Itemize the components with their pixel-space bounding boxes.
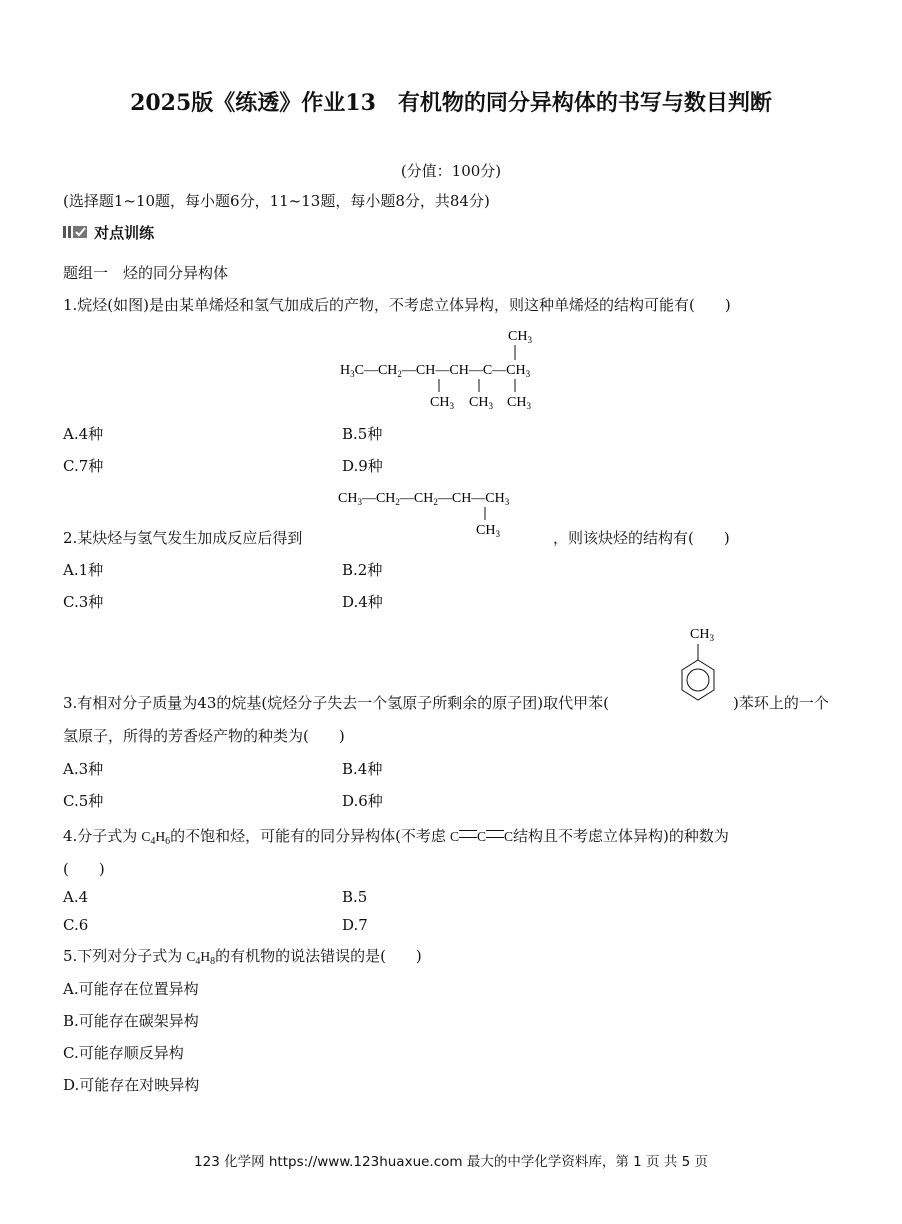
q4-text-a: 4.分子式为 [63,827,138,845]
section-header [63,222,154,243]
q1-branch-2: $CH_3$ [469,395,493,411]
q3-option-d: D.6种 [342,792,383,810]
q2-option-a: A.1种 [63,561,104,579]
question-2-text-b: ，则该炔烃的结构有( ) [553,529,730,547]
q4-option-d: D.7 [342,916,368,934]
q5-text-b: 的有机物的说法错误的是( ) [215,947,422,965]
q5-option-c: C.可能存顺反异构 [63,1044,184,1062]
q2-option-d: D.4种 [342,593,383,611]
page-title: 2025版《练透》作业13 有机物的同分异构体的书写与数目判断 [130,90,772,116]
question-1-text: 1.烷烃(如图)是由某单烯烃和氢气加成后的产物，不考虑立体异构，则这种单烯烃的结构可能有( ) [63,296,731,314]
q2-main-chain: $CH_3—CH_2—CH_2—CH—CH_3$ [338,491,510,507]
q5-option-b: B.可能存在碳架异构 [63,1012,199,1030]
instructions: (选择题1~10题，每小题6分，11~13题，每小题8分，共84分) [63,192,490,210]
q1-alkane-structure [335,322,575,414]
question-3-text-c: 氢原子，所得的芳香烃产物的种类为( ) [63,727,345,745]
q1-option-c: C.7种 [63,457,104,475]
q5-option-a: A.可能存在位置异构 [63,980,199,998]
question-3-text-b: )苯环上的一个 [733,694,829,712]
q5-text-a: 5.下列对分子式为 [63,947,183,965]
question-4-text [63,825,729,847]
q1-option-a: A.4种 [63,425,104,443]
section-title: 对点训练 [94,224,155,242]
q1-branch-1: $CH_3$ [430,395,454,411]
page-footer: 123 化学网 https://www.123huaxue.com 最大的中学化学资料库，第 1 页 共 5 页 [194,1154,708,1170]
question-5-text [63,945,422,967]
q1-option-d: D.9种 [342,457,383,475]
q4-text-b: 的不饱和烃，可能有的同分异构体(不考虑 [170,827,446,845]
q4-option-a: A.4 [63,888,89,906]
q3-option-a: A.3种 [63,760,104,778]
q4-option-c: C.6 [63,916,89,934]
checkmark-badge-icon [63,223,89,241]
q1-option-b: B.5种 [342,425,383,443]
q3-option-c: C.5种 [63,792,104,810]
q5-formula: $C_4H_8$ [186,949,216,967]
question-2-text-a: 2.某炔烃与氢气发生加成反应后得到 [63,529,303,547]
question-4-line2: ( ) [63,860,105,878]
q5-option-d: D.可能存在对映异构 [63,1076,200,1094]
q1-branch-3: $CH_3$ [507,395,531,411]
q1-h3c: $H_3C—CH_2—CH—CH—C—CH_3$ [340,363,531,379]
question-3-text-a: 3.有相对分子质量为43的烷基(烷烃分子失去一个氢原子所剩余的原子团)取代甲苯( [63,694,609,712]
group-title: 题组一 烃的同分异构体 [63,264,229,282]
q4-formula: $C_4H_6$ [141,829,171,847]
q4-option-b: B.5 [342,888,368,906]
toluene-methyl: $CH_3$ [690,627,714,643]
q2-option-b: B.2种 [342,561,383,579]
q2-option-c: C.3种 [63,593,104,611]
score-note: (分值：100分) [400,162,502,180]
q2-alkane-structure [335,484,555,544]
toluene-structure [670,622,730,714]
q4-cumulene: C C C [449,829,513,844]
q2-branch: $CH_3$ [476,523,500,539]
q4-text-c: 结构且不考虑立体异构)的种数为 [512,827,729,845]
q1-top-methyl: $CH_3$ [508,329,532,345]
q3-option-b: B.4种 [342,760,383,778]
